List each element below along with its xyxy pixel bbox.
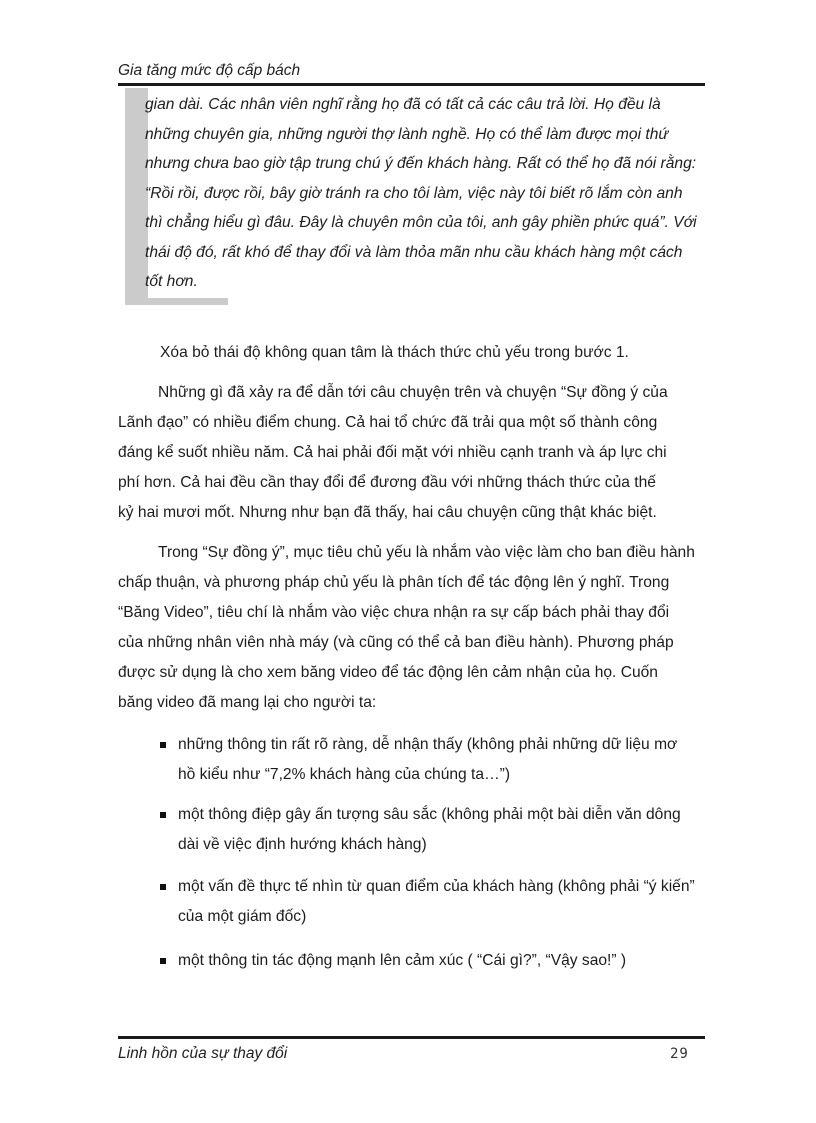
paragraph-line: phí hơn. Cả hai đều cần thay đổi để đương đầu với những thách thức của thế — [118, 474, 656, 491]
quote-line: thì chẳng hiểu gì đâu. Đây là chuyên môn của tôi, anh gây phiền phức quá”. Với — [145, 214, 697, 231]
paragraph-line: của những nhân viên nhà máy (và cũng có thể cả ban điều hành). Phương pháp — [118, 634, 674, 651]
paragraph-2 — [118, 378, 705, 528]
bullet-line: của một giám đốc) — [178, 908, 307, 925]
quote-line: “Rồi rồi, được rồi, bây giờ tránh ra cho tôi làm, việc này tôi biết rõ lắm còn anh — [145, 184, 683, 202]
paragraph-line: Trong “Sự đồng ý”, mục tiêu chủ yếu là nhắm vào việc làm cho ban điều hành — [158, 544, 695, 561]
bullet-item — [160, 872, 705, 932]
bullet-item — [160, 946, 705, 976]
quote-line: gian dài. Các nhân viên nghĩ rằng họ đã có tất cả các câu trả lời. Họ đều là — [145, 96, 661, 113]
bullet-square-icon — [160, 884, 166, 890]
paragraph-line: Lãnh đạo” có nhiều điểm chung. Cả hai tổ chức đã trải qua một số thành công — [118, 414, 658, 431]
bullet-line: hồ kiểu như “7,2% khách hàng của chúng ta…”) — [178, 766, 511, 783]
bullet-item — [160, 800, 705, 860]
paragraph-line: Xóa bỏ thái độ không quan tâm là thách thức chủ yếu trong bước 1. — [160, 344, 629, 361]
bullet-line: một thông tin tác động mạnh lên cảm xúc ( “Cái gì?”, “Vậy sao!” ) — [178, 952, 627, 969]
bullet-line: một thông điệp gây ấn tượng sâu sắc (không phải một bài diễn văn dông — [178, 806, 681, 823]
bullet-square-icon — [160, 812, 166, 818]
quote-line: những chuyên gia, những người thợ lành nghề. Họ có thể làm được mọi thứ — [145, 125, 669, 143]
quote-line: tốt hơn. — [145, 273, 198, 290]
bullet-line: dài về việc định hướng khách hàng) — [178, 836, 427, 853]
header-rule — [118, 83, 705, 86]
quote-block — [145, 90, 705, 297]
paragraph-line: kỷ hai mươi mốt. Nhưng như bạn đã thấy, hai câu chuyện cũng thật khác biệt. — [118, 504, 657, 521]
bullet-square-icon — [160, 958, 166, 964]
quote-line: thái độ đó, rất khó để thay đổi và làm thỏa mãn nhu cầu khách hàng một cách — [145, 243, 683, 261]
paragraph-line: “Băng Video”, tiêu chí là nhắm vào việc chưa nhận ra sự cấp bách phải thay đổi — [118, 604, 670, 621]
page-header: Gia tăng mức độ cấp bách — [118, 62, 301, 79]
bullet-item — [160, 730, 705, 790]
bullet-square-icon — [160, 742, 166, 748]
paragraph-line: được sử dụng là cho xem băng video để tác động lên cảm nhận của họ. Cuốn — [118, 664, 658, 681]
page-number: 29 — [670, 1046, 689, 1062]
quote-bar-horizontal — [125, 298, 228, 305]
paragraph-3 — [118, 538, 705, 718]
footer-title: Linh hồn của sự thay đổi — [118, 1045, 288, 1062]
paragraph-line: băng video đã mang lại cho người ta: — [118, 694, 377, 711]
bullet-line: những thông tin rất rõ ràng, dễ nhận thấy (không phải những dữ liệu mơ — [178, 736, 678, 753]
footer-rule — [118, 1036, 705, 1039]
paragraph-line: chấp thuận, và phương pháp chủ yếu là phân tích để tác động lên ý nghĩ. Trong — [118, 574, 670, 591]
quote-line: nhưng chưa bao giờ tập trung chú ý đến khách hàng. Rất có thể họ đã nói rằng: — [145, 155, 697, 172]
paragraph-line: đáng kể suốt nhiều năm. Cả hai phải đối mặt với nhiều cạnh tranh và áp lực chi — [118, 444, 667, 461]
paragraph-1 — [160, 338, 705, 368]
paragraph-line: Những gì đã xảy ra để dẫn tới câu chuyện trên và chuyện “Sự đồng ý của — [158, 384, 668, 401]
bullet-line: một vấn đề thực tế nhìn từ quan điểm của khách hàng (không phải “ý kiến” — [178, 878, 695, 895]
